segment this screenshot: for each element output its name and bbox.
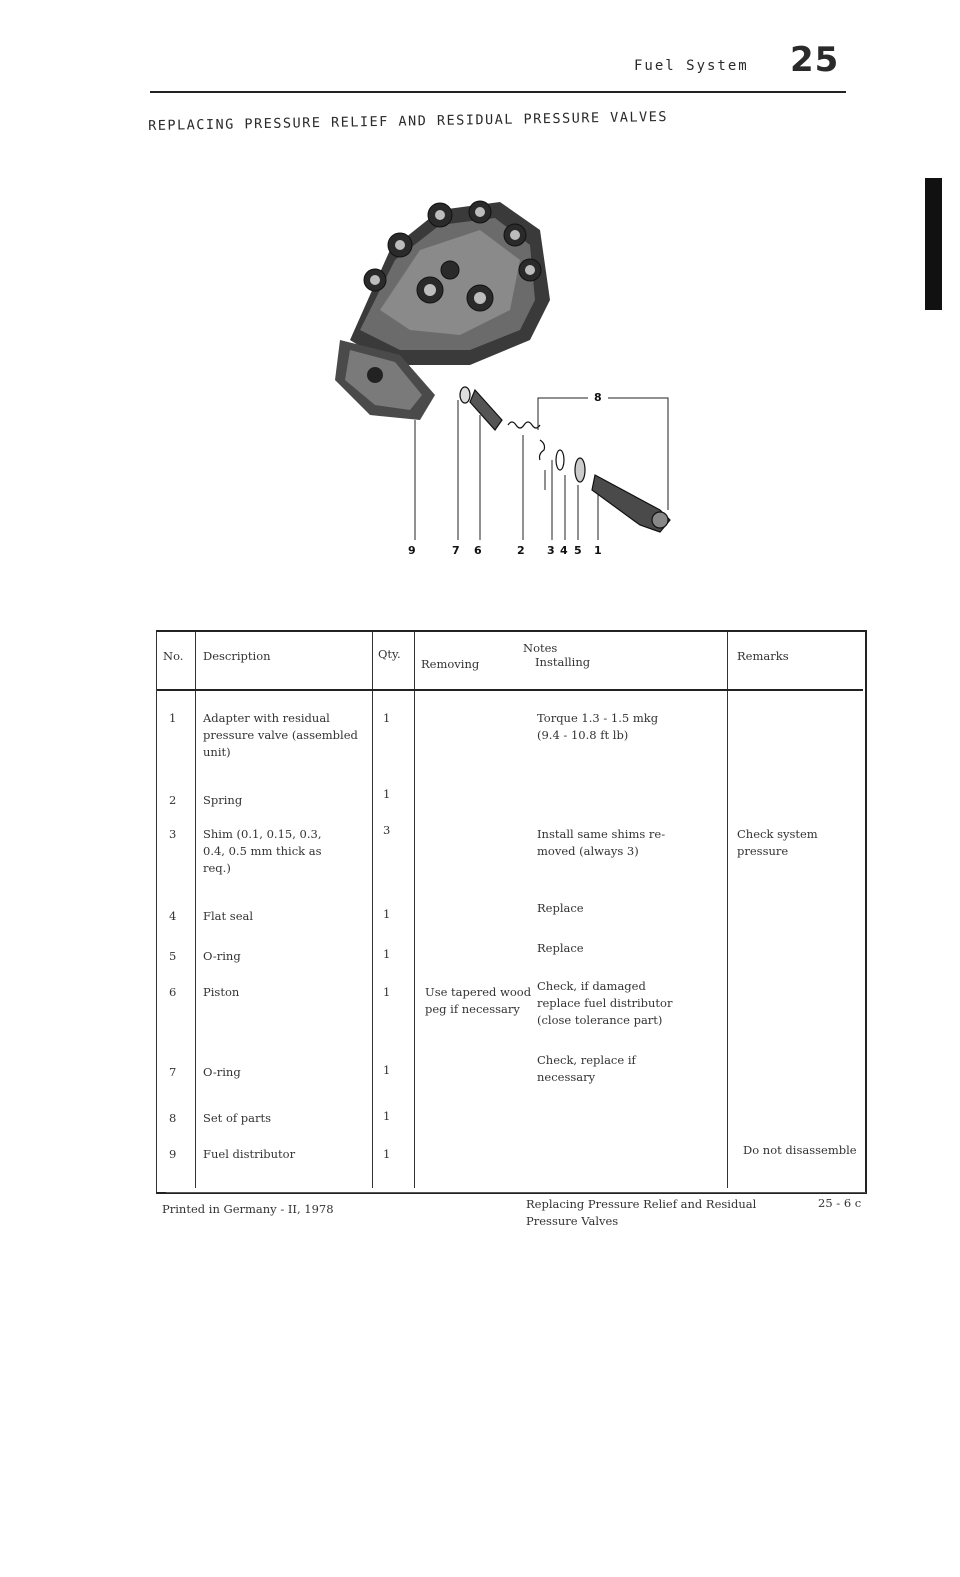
row-2-no: 2 (169, 793, 177, 807)
row-3-description: Shim (0.1, 0.15, 0.3, 0.4, 0.5 mm thick as req.) (203, 827, 322, 875)
row-3-remarks: Check system pressure (737, 827, 818, 858)
row-1-no: 1 (169, 711, 177, 725)
row-4-description: Flat seal (203, 909, 254, 923)
row-2-qty: 1 (383, 787, 391, 801)
row-4-no: 4 (169, 909, 177, 923)
callout-2: 2 (517, 544, 525, 557)
row-9-description: Fuel distributor (203, 1147, 296, 1161)
row-4-installing: Replace (537, 901, 584, 915)
row-3-no: 3 (169, 827, 177, 841)
footer-rule (166, 1192, 866, 1193)
footer-page-number: 25 - 6 c (818, 1196, 862, 1210)
row-1-qty: 1 (383, 711, 391, 725)
fuel-distributor-illustration (330, 190, 690, 570)
callout-7: 7 (452, 544, 460, 557)
row-2-description: Spring (203, 793, 243, 807)
callout-6: 6 (474, 544, 482, 557)
footer-printed: Printed in Germany - II, 1978 (162, 1202, 334, 1216)
parts-table (156, 630, 867, 1194)
row-6-no: 6 (169, 985, 177, 999)
exploded-valve-diagram (330, 190, 690, 570)
row-5-installing: Replace (537, 941, 584, 955)
section-label: Fuel System (634, 58, 749, 74)
row-9-remarks: Do not disassemble (743, 1143, 857, 1157)
row-3-qty: 3 (383, 823, 391, 837)
header-notes: Notes (523, 641, 558, 655)
row-5-qty: 1 (383, 947, 391, 961)
row-6-removing: Use tapered wood peg if necessary (425, 985, 532, 1016)
row-7-no: 7 (169, 1065, 177, 1079)
row-3-installing: Install same shims re- moved (always 3) (537, 827, 666, 858)
row-9-no: 9 (169, 1147, 177, 1161)
row-6-installing: Check, if damaged replace fuel distributor (close tolerance part) (537, 979, 673, 1027)
section-number: 25 (790, 40, 840, 80)
row-8-qty: 1 (383, 1109, 391, 1123)
header-rule (150, 91, 846, 93)
callout-8: 8 (594, 391, 602, 404)
row-1-installing: Torque 1.3 - 1.5 mkg (9.4 - 10.8 ft lb) (537, 711, 659, 742)
row-1-description: Adapter with residual pressure valve (assembled unit) (203, 711, 358, 759)
row-6-qty: 1 (383, 985, 391, 999)
callout-3: 3 (547, 544, 555, 557)
callout-1: 1 (594, 544, 602, 557)
callout-9: 9 (408, 544, 416, 557)
row-7-description: O-ring (203, 1065, 241, 1079)
header-no: No. (163, 649, 184, 663)
row-6-description: Piston (203, 985, 240, 999)
row-7-qty: 1 (383, 1063, 391, 1077)
row-8-description: Set of parts (203, 1111, 272, 1125)
callout-4: 4 (560, 544, 568, 557)
header-description: Description (203, 649, 271, 663)
footer-subject: Replacing Pressure Relief and Residual Pressure Valves (526, 1197, 757, 1228)
header-qty: Qty. (378, 647, 401, 661)
page-title: REPLACING PRESSURE RELIEF AND RESIDUAL PRESSURE VALVES (148, 108, 669, 134)
header-installing: Installing (535, 655, 591, 669)
row-5-description: O-ring (203, 949, 241, 963)
section-tab-marker (925, 178, 942, 310)
callout-5: 5 (574, 544, 582, 557)
row-8-no: 8 (169, 1111, 177, 1125)
row-4-qty: 1 (383, 907, 391, 921)
row-9-qty: 1 (383, 1147, 391, 1161)
header-removing: Removing (421, 657, 480, 671)
header-remarks: Remarks (737, 649, 789, 663)
row-7-installing: Check, replace if necessary (537, 1053, 636, 1084)
row-5-no: 5 (169, 949, 177, 963)
